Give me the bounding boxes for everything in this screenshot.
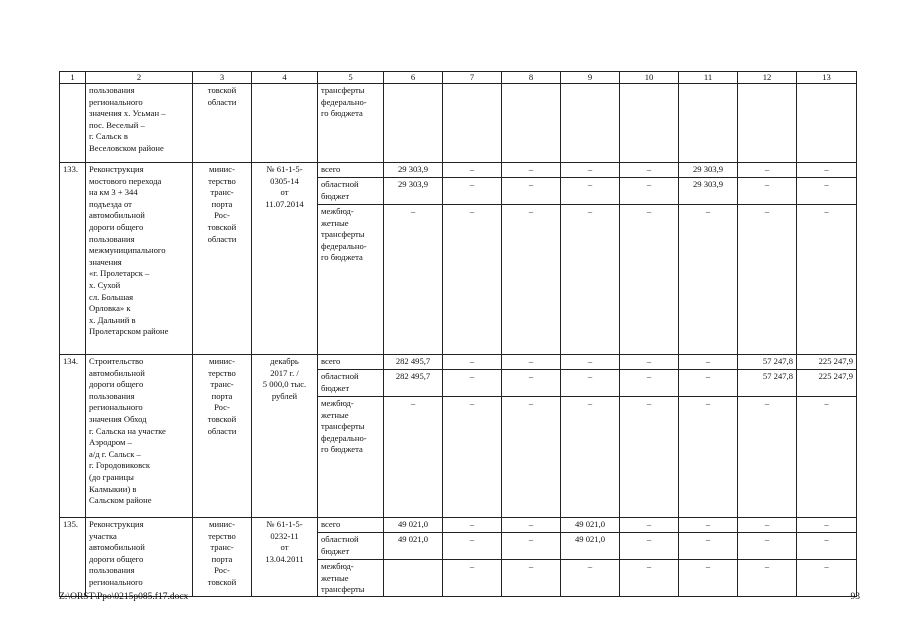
value-cell: [620, 84, 679, 163]
value-cell: –: [679, 560, 738, 597]
value-cell: –: [561, 163, 620, 178]
file-path: Z:\ORST\Ppo\0215p085.f17.docx: [59, 592, 189, 602]
value-cell: –: [797, 518, 857, 533]
table-row: [60, 518, 857, 533]
value-cell: –: [738, 163, 797, 178]
value-cell: [738, 84, 797, 163]
value-cell: –: [502, 518, 561, 533]
document-ref: [252, 84, 318, 163]
value-cell: –: [561, 397, 620, 518]
header-cell: 4: [252, 72, 318, 84]
value-cell: –: [443, 560, 502, 597]
customer-org: минис- терство транс- порта Рос- товской: [193, 518, 252, 597]
table-row: [60, 84, 857, 163]
funding-source: областной бюджет: [318, 178, 384, 205]
value-cell: –: [620, 355, 679, 370]
table-row: [60, 163, 857, 178]
value-cell: –: [679, 397, 738, 518]
value-cell: 49 021,0: [384, 518, 443, 533]
value-cell: 29 303,9: [679, 163, 738, 178]
header-cell: 3: [193, 72, 252, 84]
row-number: 134.: [60, 355, 86, 518]
value-cell: –: [502, 178, 561, 205]
funding-source: межбюд- жетные трансферты федерально- го бюджета: [318, 397, 384, 518]
value-cell: [384, 560, 443, 597]
header-cell: 12: [738, 72, 797, 84]
header-cell: 8: [502, 72, 561, 84]
value-cell: 225 247,9: [797, 355, 857, 370]
value-cell: –: [443, 178, 502, 205]
value-cell: –: [502, 355, 561, 370]
value-cell: –: [502, 533, 561, 560]
value-cell: –: [620, 533, 679, 560]
value-cell: –: [738, 397, 797, 518]
customer-org: минис- терство транс- порта Рос- товской области: [193, 355, 252, 518]
value-cell: 29 303,9: [384, 163, 443, 178]
value-cell: 57 247,8: [738, 355, 797, 370]
value-cell: –: [679, 205, 738, 355]
value-cell: –: [561, 205, 620, 355]
header-cell: 9: [561, 72, 620, 84]
value-cell: –: [738, 533, 797, 560]
value-cell: –: [620, 205, 679, 355]
funding-source: межбюд- жетные трансферты: [318, 560, 384, 597]
value-cell: –: [679, 355, 738, 370]
value-cell: –: [502, 560, 561, 597]
value-cell: 49 021,0: [561, 518, 620, 533]
value-cell: –: [797, 397, 857, 518]
funding-source: областной бюджет: [318, 533, 384, 560]
header-row: [60, 72, 857, 84]
value-cell: –: [502, 370, 561, 397]
row-number: 135.: [60, 518, 86, 597]
value-cell: 49 021,0: [561, 533, 620, 560]
document-ref: № 61-1-5- 0305-14 от 11.07.2014: [252, 163, 318, 355]
row-number: [60, 84, 86, 163]
value-cell: –: [620, 397, 679, 518]
funding-source: трансферты федерально- го бюджета: [318, 84, 384, 163]
header-cell: 1: [60, 72, 86, 84]
value-cell: –: [443, 518, 502, 533]
value-cell: –: [443, 370, 502, 397]
value-cell: [384, 84, 443, 163]
value-cell: –: [384, 397, 443, 518]
value-cell: 29 303,9: [679, 178, 738, 205]
value-cell: –: [620, 370, 679, 397]
value-cell: –: [679, 533, 738, 560]
funding-source: всего: [318, 163, 384, 178]
value-cell: 225 247,9: [797, 370, 857, 397]
page-number: 93: [850, 592, 860, 602]
value-cell: –: [797, 533, 857, 560]
header-cell: 13: [797, 72, 857, 84]
value-cell: –: [679, 518, 738, 533]
object-name: пользования регионального значения х. Усьман – пос. Веселый – г. Сальск в Веселовском районе: [86, 84, 193, 163]
value-cell: –: [797, 163, 857, 178]
value-cell: –: [561, 178, 620, 205]
value-cell: –: [561, 560, 620, 597]
value-cell: 282 495,7: [384, 355, 443, 370]
customer-org: минис- терство транс- порта Рос- товской области: [193, 163, 252, 355]
value-cell: –: [502, 205, 561, 355]
document-ref: № 61-1-5- 0232-11 от 13.04.2011: [252, 518, 318, 597]
header-cell: 10: [620, 72, 679, 84]
value-cell: –: [738, 518, 797, 533]
value-cell: 282 495,7: [384, 370, 443, 397]
value-cell: [502, 84, 561, 163]
value-cell: –: [797, 205, 857, 355]
value-cell: –: [620, 178, 679, 205]
value-cell: –: [738, 178, 797, 205]
object-name: Реконструкция мостового перехода на км 3 + 344 подъезда от автомобильной дороги общего пользования межмуниципального значения «г. Пролетарск – х. Сухой сл. Большая Орловка» к х. Дальний в Пролетарском районе: [86, 163, 193, 355]
value-cell: –: [561, 370, 620, 397]
header-cell: 6: [384, 72, 443, 84]
header-cell: 11: [679, 72, 738, 84]
value-cell: 29 303,9: [384, 178, 443, 205]
funding-source: областной бюджет: [318, 370, 384, 397]
table-row: [60, 355, 857, 370]
value-cell: [443, 84, 502, 163]
value-cell: –: [620, 163, 679, 178]
object-name: Строительство автомобильной дороги общего пользования регионального значения Обход г. Сальска на участке Аэродром – а/д г. Сальск – г. Городовиковск (до границы Калмыкии) в Сальском районе: [86, 355, 193, 518]
budget-table: [59, 71, 857, 597]
funding-source: межбюд- жетные трансферты федерально- го бюджета: [318, 205, 384, 355]
value-cell: –: [679, 370, 738, 397]
value-cell: –: [443, 205, 502, 355]
value-cell: –: [620, 518, 679, 533]
funding-source: всего: [318, 518, 384, 533]
value-cell: –: [443, 397, 502, 518]
value-cell: [679, 84, 738, 163]
value-cell: –: [738, 560, 797, 597]
header-cell: 7: [443, 72, 502, 84]
value-cell: –: [797, 178, 857, 205]
value-cell: –: [502, 397, 561, 518]
value-cell: –: [797, 560, 857, 597]
header-cell: 2: [86, 72, 193, 84]
funding-source: всего: [318, 355, 384, 370]
row-number: 133.: [60, 163, 86, 355]
value-cell: –: [443, 163, 502, 178]
value-cell: –: [443, 355, 502, 370]
table-body: [60, 72, 857, 597]
value-cell: –: [620, 560, 679, 597]
value-cell: 57 247,8: [738, 370, 797, 397]
customer-org: товской области: [193, 84, 252, 163]
document-ref: декабрь 2017 г. / 5 000,0 тыс. рублей: [252, 355, 318, 518]
value-cell: –: [738, 205, 797, 355]
value-cell: 49 021,0: [384, 533, 443, 560]
value-cell: –: [443, 533, 502, 560]
value-cell: [561, 84, 620, 163]
value-cell: –: [561, 355, 620, 370]
value-cell: [797, 84, 857, 163]
value-cell: –: [502, 163, 561, 178]
value-cell: –: [384, 205, 443, 355]
object-name: Реконструкция участка автомобильной дороги общего пользования регионального: [86, 518, 193, 597]
header-cell: 5: [318, 72, 384, 84]
